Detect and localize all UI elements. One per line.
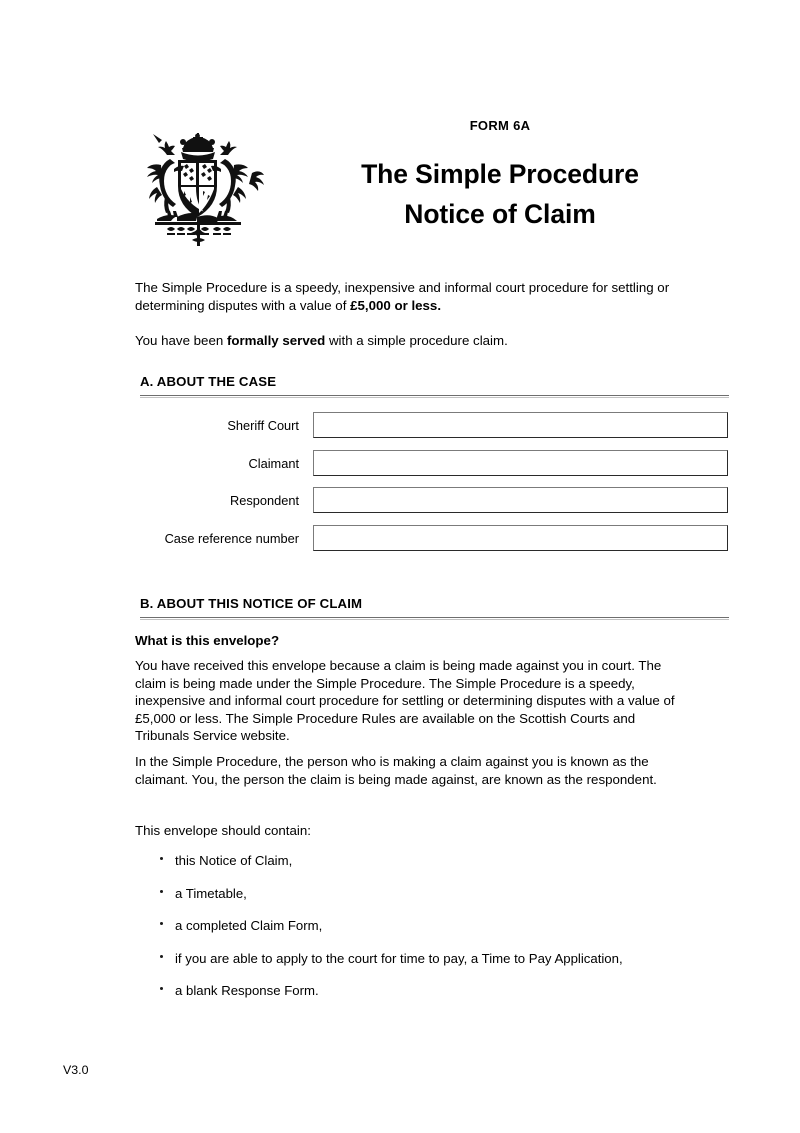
bullet-dot-icon: [160, 857, 163, 860]
section-b-paragraph-3: This envelope should contain:: [135, 823, 311, 838]
section-a-title: A. ABOUT THE CASE: [140, 374, 277, 389]
intro-paragraph-2-text-end: with a simple procedure claim.: [325, 333, 508, 348]
list-item-label: a blank Response Form.: [175, 983, 319, 998]
list-item-label: if you are able to apply to the court for time to pay, a Time to Pay Application,: [175, 950, 623, 966]
title-line-1: The Simple Procedure: [361, 159, 639, 189]
bullet-dot-icon: [160, 955, 163, 958]
section-a-rule: [140, 395, 729, 398]
field-row-sheriff-court: [0, 410, 800, 448]
envelope-contents-list: [0, 852, 800, 1015]
royal-coat-of-arms-icon: [137, 125, 277, 247]
list-item: [0, 950, 800, 983]
intro-paragraph-2: [135, 332, 710, 350]
field-label-sheriff-court: Sheriff Court: [227, 418, 299, 433]
bullet-dot-icon: [160, 890, 163, 893]
section-b-sub-heading: What is this envelope?: [135, 633, 280, 648]
list-item-label: a Timetable,: [175, 885, 247, 901]
form-number: FORM 6A: [469, 118, 531, 133]
field-row-case-reference-number: [0, 523, 800, 561]
section-b-paragraph-1: You have received this envelope because a claim is being made against you in court. The claim is being made under the Simple Procedure. The Simple Procedure is a speedy, inexpensive and informal court procedure for settling or determining disputes with a value of £5,000 or less. The Simple Procedure Rules are available on the Scottish Courts and Tribunals Service website.: [135, 658, 675, 743]
intro-paragraph-1: [135, 279, 710, 314]
title-line-2: Notice of Claim: [404, 199, 596, 229]
sheriff-court-input[interactable]: [313, 412, 728, 438]
intro-paragraph-2-emphasis: formally served: [226, 333, 326, 348]
intro-paragraph-1-text: The Simple Procedure is a speedy, inexpensive and informal court procedure for settling or determining disputes with a value of: [135, 280, 670, 313]
bullet-dot-icon: [160, 987, 163, 990]
list-item: [0, 885, 800, 918]
list-item-label: a completed Claim Form,: [175, 918, 323, 933]
document-version: V3.0: [63, 1063, 89, 1077]
intro-paragraph-1-emphasis: £5,000 or less.: [350, 297, 442, 313]
bullet-dot-icon: [160, 922, 163, 925]
field-label-case-reference-number: Case reference number: [164, 530, 299, 546]
section-b-paragraph-1-block: [135, 657, 680, 745]
respondent-input[interactable]: [313, 487, 728, 513]
case-reference-number-input[interactable]: [313, 525, 728, 551]
section-b-paragraph-3-block: [135, 822, 680, 840]
list-item-label: this Notice of Claim,: [175, 853, 293, 868]
section-b-title: B. ABOUT THIS NOTICE OF CLAIM: [140, 596, 363, 611]
section-b-paragraph-2-block: [135, 753, 680, 788]
section-b-heading-block: [140, 596, 730, 620]
field-row-respondent: [0, 485, 800, 523]
list-item: [0, 917, 800, 950]
list-item: [0, 982, 800, 1015]
intro-paragraph-2-text-start: You have been: [135, 333, 227, 348]
intro-text: [135, 279, 710, 350]
section-b-paragraph-2: In the Simple Procedure, the person who is making a claim against you is known as the claimant. You, the person the claim is being made against, are known as the respondent.: [135, 754, 657, 787]
page-title: [300, 154, 700, 234]
field-label-claimant: Claimant: [248, 455, 299, 471]
section-a-fields: [0, 410, 800, 560]
list-item: [0, 852, 800, 885]
section-a-heading-block: [140, 374, 730, 398]
field-label-respondent: Respondent: [229, 493, 299, 508]
document-header: [0, 118, 800, 248]
title-block: [300, 118, 700, 234]
claimant-input[interactable]: [313, 450, 728, 476]
field-row-claimant: [0, 448, 800, 486]
section-b-rule: [140, 617, 729, 620]
